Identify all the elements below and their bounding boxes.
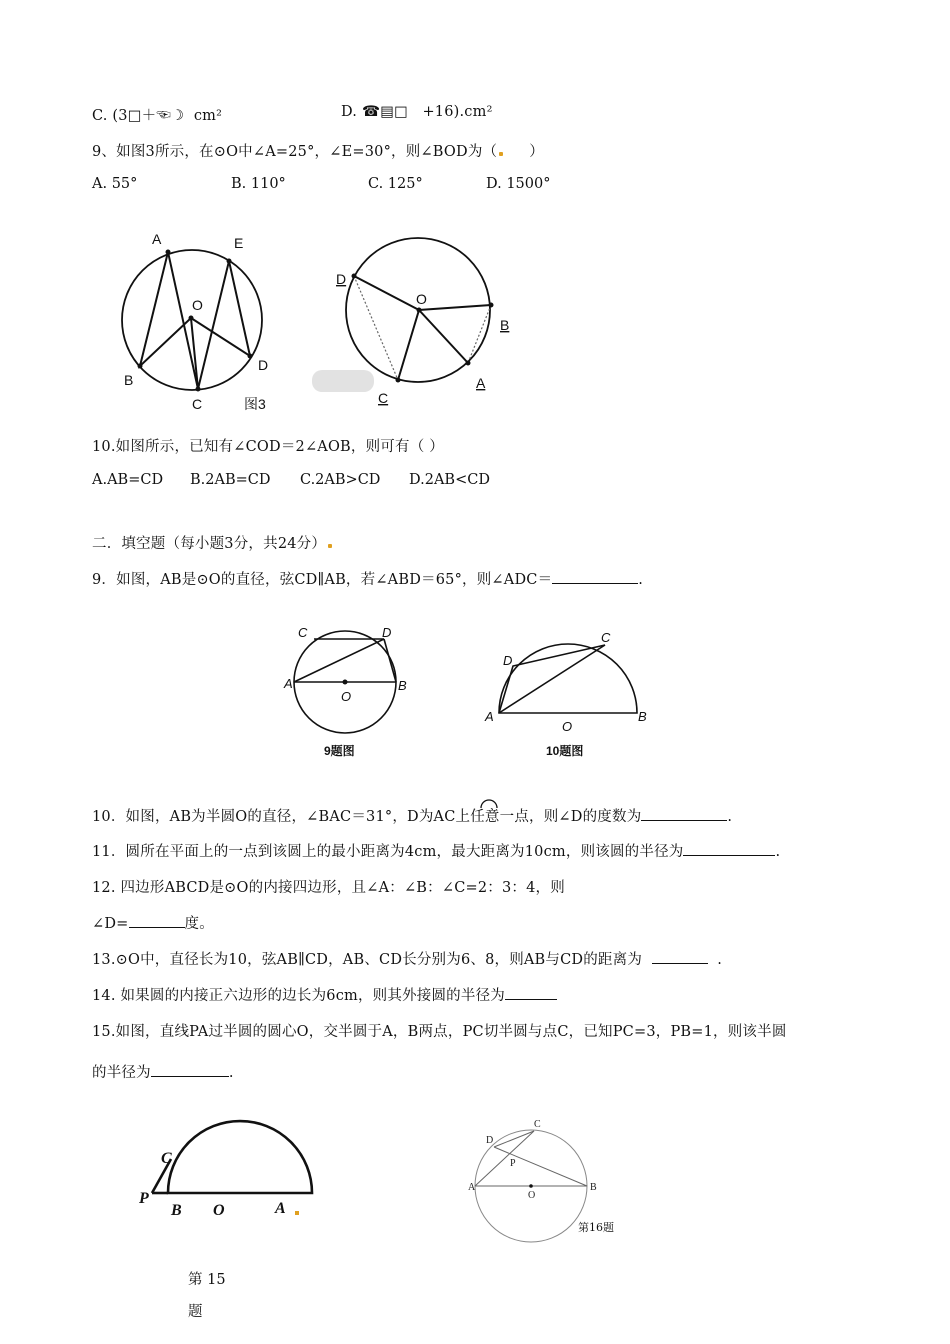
figure-15: [135, 1115, 315, 1225]
fig16-label-a: A: [468, 1182, 476, 1193]
fig16-label-b: B: [590, 1182, 597, 1193]
figure-16: [468, 1118, 638, 1248]
fig3-label-c: C: [192, 396, 203, 412]
fig15-label-p: P: [139, 1190, 149, 1207]
fig16-label-d: D: [486, 1135, 494, 1146]
fig3-label-b: B: [124, 372, 134, 388]
fig3-caption: 图3: [244, 396, 266, 412]
fig10-label-a: A: [485, 709, 494, 724]
fig16-label-c: C: [534, 1119, 541, 1130]
fig9-label-b: B: [398, 678, 407, 693]
q10-stem: 10.如图所示，已知有∠COD＝2∠AOB，则可有（ ）: [92, 439, 444, 455]
q10-option-b: B.2AB=CD: [190, 472, 271, 488]
figure-3: [110, 228, 310, 418]
fig3-label-e: E: [234, 235, 244, 251]
figr-label-d: D: [336, 271, 347, 287]
q9-stem: 9、如图3所示，在⊙O中∠A=25°，∠E=30°，则∠BOD为（ ）: [92, 144, 544, 160]
fig3-label-a: A: [152, 231, 162, 247]
fig9-label-c: C: [298, 625, 308, 640]
fig15-label-b: B: [171, 1202, 182, 1219]
q10-option-c: C.2AB>CD: [300, 472, 381, 488]
fill-15-line2: 的半径为 .: [92, 1061, 234, 1082]
fig16-label-p: P: [510, 1158, 516, 1169]
fig10-label-d: D: [503, 653, 513, 668]
figure-9: [282, 625, 422, 765]
fig10-caption: 10题图: [546, 744, 584, 758]
section-2-title: 二．填空题（每小题3分，共24分）: [92, 532, 334, 553]
fig15-label-c: C: [161, 1150, 172, 1167]
q10-option-a: A.AB=CD: [92, 472, 164, 488]
fig10-label-c: C: [601, 630, 611, 645]
fill-10: 10．如图，AB为半圆O的直径，∠BAC＝31°，D为AC上任意一点，则∠D的度数为 .: [92, 805, 732, 826]
q9-option-c: C. 125°: [368, 176, 423, 192]
q9-option-d: D. 1500°: [486, 176, 551, 192]
fig10-label-b: B: [638, 709, 647, 724]
fig9-label-d: D: [382, 625, 392, 640]
fig15-caption-line2: 题: [188, 1304, 203, 1320]
fill-13: 13.⊙O中，直径长为10，弦AB∥CD，AB、CD长分别为6、8，则AB与CD的距离为 .: [92, 948, 722, 969]
fill-15: 15.如图，直线PA过半圆的圆心O，交半圆于A，B两点，PC切半圆与点C，已知PC=3，PB=1，则该半圆: [92, 1024, 787, 1040]
fig9-caption: 9题图: [324, 744, 355, 758]
q9-option-a: A. 55°: [92, 176, 138, 192]
figr-label-a: A: [476, 375, 486, 391]
q9-option-b: B. 110°: [231, 176, 286, 192]
q8-option-d: D. ☎▤□ +16).cm²: [341, 104, 493, 120]
figr-label-b: B: [500, 317, 510, 333]
figure-bod: [310, 228, 530, 418]
fig10-label-o: O: [562, 719, 573, 734]
fig16-caption: 第16题: [578, 1221, 614, 1234]
fig15-caption-line1: 第 15: [188, 1272, 226, 1288]
fill-14: 14. 如果圆的内接正六边形的边长为6cm，则其外接圆的半径为: [92, 984, 557, 1005]
fig9-label-o: O: [341, 689, 352, 704]
fig16-label-o: O: [528, 1190, 536, 1201]
fig3-label-d: D: [258, 357, 269, 373]
fill-11: 11．圆所在平面上的一点到该圆上的最小距离为4cm，最大距离为10cm，则该圆的半径为 .: [92, 840, 780, 861]
fill-12-line2: ∠D= 度。: [92, 912, 214, 933]
fig15-label-o: O: [213, 1202, 225, 1219]
fig9-label-a: A: [284, 676, 293, 691]
figr-label-c: C: [378, 390, 389, 406]
q10-option-d: D.2AB<CD: [409, 472, 490, 488]
fig15-label-a: A: [275, 1200, 286, 1217]
fill-9: 9．如图，AB是⊙O的直径，弦CD∥AB，若∠ABD＝65°，则∠ADC＝ .: [92, 568, 643, 589]
figr-label-o: O: [416, 291, 427, 307]
q8-option-c: C. (3□＋☜☽ cm²: [92, 108, 223, 124]
figure-10: [483, 625, 663, 765]
fig3-label-o: O: [192, 297, 203, 313]
fill-12: 12. 四边形ABCD是⊙O的内接四边形，且∠A：∠B：∠C=2：3：4，则: [92, 880, 565, 896]
